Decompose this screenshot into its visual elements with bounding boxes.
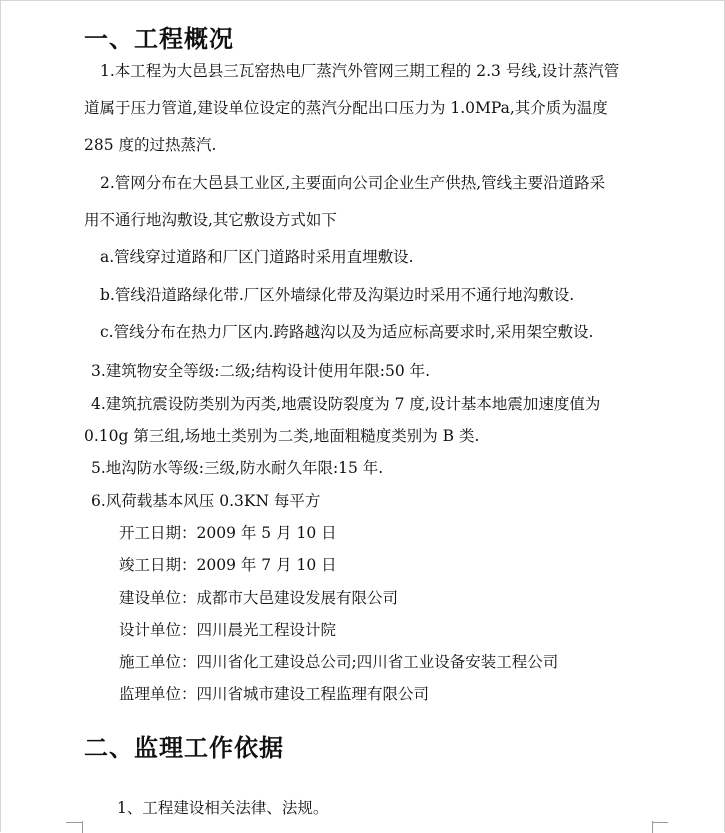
paragraph-3: 3.建筑物安全等级:二级;结构设计使用年限:50 年. <box>91 362 431 380</box>
info-construction-unit: 施工单位：四川省化工建设总公司;四川省工业设备安装工程公司 <box>119 653 559 671</box>
info-design-unit: 设计单位：四川晨光工程设计院 <box>119 621 337 639</box>
paragraph-5: 5.地沟防水等级:三级,防水耐久年限:15 年. <box>91 459 384 477</box>
margin-mark-left <box>66 822 82 823</box>
sub-item-b: b.管线沿道路绿化带.厂区外墙绿化带及沟渠边时采用不通行地沟敷设. <box>100 286 575 304</box>
info-supervision-unit: 监理单位：四川省城市建设工程监理有限公司 <box>119 685 430 703</box>
margin-mark-left-vertical <box>82 821 83 833</box>
info-owner-unit: 建设单位：成都市大邑建设发展有限公司 <box>119 589 399 607</box>
section-heading-1: 一、工程概况 <box>84 25 234 53</box>
margin-mark-right <box>652 822 668 823</box>
paragraph-1-line-2: 道属于压力管道,建设单位设定的蒸汽分配出口压力为 1.0MPa,其介质为温度 <box>84 99 608 117</box>
paragraph-2-line-1: 2.管网分布在大邑县工业区,主要面向公司企业生产供热,管线主要沿道路采 <box>100 174 606 192</box>
sub-item-a: a.管线穿过道路和厂区门道路时采用直埋敷设. <box>100 248 414 266</box>
sub-item-c: c.管线分布在热力厂区内.跨路越沟以及为适应标高要求时,采用架空敷设. <box>100 323 594 341</box>
info-start-date: 开工日期：2009 年 5 月 10 日 <box>119 524 337 542</box>
info-completion-date: 竣工日期：2009 年 7 月 10 日 <box>119 556 337 574</box>
paragraph-2-line-2: 用不通行地沟敷设,其它敷设方式如下 <box>84 211 337 229</box>
paragraph-1-line-1: 1.本工程为大邑县三瓦窑热电厂蒸汽外管网三期工程的 2.3 号线,设计蒸汽管 <box>100 62 620 80</box>
basis-item-1: 1、工程建设相关法律、法规。 <box>117 799 329 817</box>
paragraph-4-line-1: 4.建筑抗震设防类别为丙类,地震设防裂度为 7 度,设计基本地震加速度值为 <box>91 395 601 413</box>
paragraph-4-line-2: 0.10g 第三组,场地土类别为二类,地面粗糙度类别为 B 类. <box>84 427 480 445</box>
paragraph-1-line-3: 285 度的过热蒸汽. <box>84 136 217 154</box>
margin-mark-right-vertical <box>652 821 653 833</box>
section-heading-2: 二、监理工作依据 <box>84 734 284 762</box>
paragraph-6: 6.风荷载基本风压 0.3KN 每平方 <box>91 492 321 510</box>
